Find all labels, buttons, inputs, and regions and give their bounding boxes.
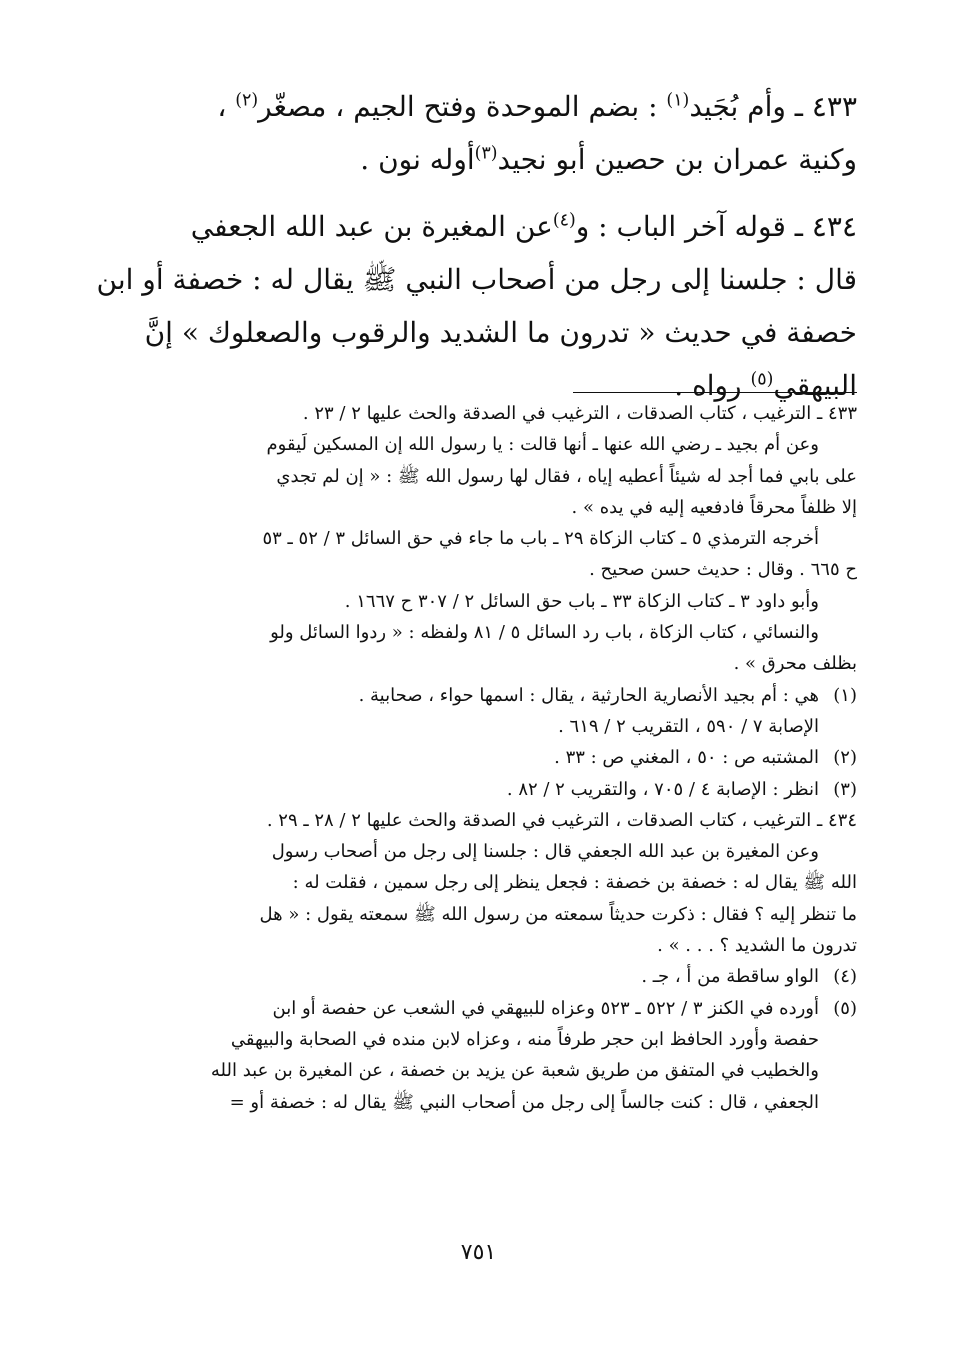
text-run: رواه .	[674, 369, 751, 402]
footnote-line: إلا ظلفاً محرقاً فادفعيه إليه في يده » .	[571, 496, 857, 518]
footnote-line: وعن أم بجيد ـ رضي الله عنها ـ أنها قالت : يا رسول الله إن المسكين لَيقوم	[266, 434, 819, 456]
footnote-4	[97, 961, 857, 992]
footnote-5	[97, 993, 857, 1118]
main-text	[97, 80, 857, 412]
footnote-line: أخرجه الترمذي ٥ ـ كتاب الزكاة ٢٩ ـ باب ما جاء في حق السائل ٣ / ٥٢ ـ ٥٣	[262, 528, 819, 550]
footnote-ref-4[interactable]: (٤)	[552, 210, 576, 231]
footnote-line: هي : أم بجيد الأنصارية الحارثية ، يقال : اسمها حواء ، صحابية .	[358, 684, 819, 706]
footnote-line: ما تنظر إليه ؟ فقال : ذكرت حديثاً سمعته من رسول الله ﷺ سمعته يقول : « هل	[259, 903, 857, 925]
footnote-3	[97, 774, 857, 805]
footnote-2	[97, 742, 857, 773]
paragraph-434-line-1	[97, 200, 857, 253]
footnotes	[97, 398, 857, 1118]
footnote-ref-5[interactable]: (٥)	[750, 369, 774, 390]
footnote-line: على بابي فما أجد له شيئاً أعطيه إياه ، فقال لها رسول الله ﷺ : « إن لم تجدي	[276, 465, 857, 487]
footnote-line: وأبو داود ٣ ـ كتاب الزكاة ٣٣ ـ باب حق السائل ٢ / ٣٠٧ ح ١٦٦٧ .	[344, 590, 819, 612]
footnote-ref-2[interactable]: (٢)	[235, 90, 259, 111]
text-run: : بضم الموحدة وفتح الجيم ، مصغّر	[258, 90, 667, 123]
footnote-line: ٤٣٤ ـ الترغيب ، كتاب الصدقات ، الترغيب في الصدقة والحث عليها ٢ / ٢٨ ـ ٢٩ .	[266, 809, 857, 831]
paragraph-433-line-1	[97, 80, 857, 133]
footnote-line: الجعفي ، قال : كنت جالساً إلى رجل من أصحاب النبي ﷺ يقال له : خصفة أو =	[229, 1091, 819, 1113]
footnote-divider	[573, 392, 857, 393]
footnote-number: (٥)	[833, 997, 857, 1019]
text-run: ،	[217, 90, 236, 123]
footnote-line: حفصة وأورد الحافظ ابن حجر طرفاً منه ، وعزاه لابن منده في الصحابة والبيهقي	[230, 1028, 819, 1050]
footnote-1	[97, 680, 857, 743]
footnote-line: المشتبه ص : ٥٠ ، المغني ص : ٣٣ .	[554, 747, 819, 769]
footnote-number: (٢)	[833, 747, 857, 769]
footnote-line: ح ٦٦٥ . وقال : حديث حسن صحيح .	[589, 559, 857, 581]
footnote-number: (١)	[833, 684, 857, 706]
footnote-line: الله ﷺ يقال له : خصفة بن خصفة : فجعل ينظر إلى رجل سمين ، فقلت له :	[292, 872, 857, 894]
paragraph-433-line-2	[97, 133, 857, 186]
footnote-line: ٤٣٣ ـ الترغيب ، كتاب الصدقات ، الترغيب في الصدقة والحث عليها ٢ / ٢٣ .	[302, 403, 857, 424]
footnote-line: الواو ساقطة من أ ، جـ .	[641, 966, 819, 988]
footnote-line: الإصابة ٧ / ٥٩٠ ، التقريب ٢ / ٦١٩ .	[558, 715, 819, 737]
footnote-line: أورده في الكنز ٣ / ٥٢٢ ـ ٥٢٣ وعزاه للبيهقي في الشعب عن حفصة أو ابن	[272, 997, 819, 1019]
text-run: أوله نون .	[360, 143, 475, 176]
footnote-line: والخطيب في المتفق من طريق شعبة عن يزيد بن خصفة ، عن المغيرة بن عبد الله	[210, 1060, 819, 1082]
footnote-block-434	[97, 805, 857, 961]
footnote-number: (٤)	[833, 966, 857, 988]
footnote-ref-1[interactable]: (١)	[666, 90, 690, 111]
paragraph-434-line-2: قال : جلسنا إلى رجل من أصحاب النبي ﷺ يقال له : خصفة أو ابن	[96, 263, 857, 296]
text-run: ٤٣٣ ـ وأم بُجَيد	[689, 90, 857, 123]
footnote-line: وعن المغيرة بن عبد الله الجعفي قال : جلسنا إلى رجل من أصحاب رسول	[271, 841, 819, 863]
text-run: وكنية عمران بن حصين أبو نجيد	[497, 143, 857, 176]
text-run: عن المغيرة بن عبد الله الجعفي	[190, 210, 553, 243]
paragraph-434-line-3: خصفة في حديث « تدرون ما الشديد والرقوب والصعلوك » إنَّ	[144, 316, 857, 349]
footnote-line: والنسائي ، كتاب الزكاة ، باب رد السائل ٥ / ٨١ ولفظه : « ردوا السائل ولو	[270, 622, 819, 644]
footnote-ref-3[interactable]: (٣)	[474, 143, 498, 164]
footnote-block-433	[97, 398, 857, 680]
footnote-number: (٣)	[833, 778, 857, 800]
page-number: ٧٥١	[460, 1240, 497, 1265]
footnote-line: تدرون ما الشديد ؟ . . . » .	[657, 935, 857, 957]
footnote-line: انظر : الإصابة ٤ / ٧٠٥ ، والتقريب ٢ / ٨٢ .	[506, 778, 819, 800]
text-run: ٤٣٤ ـ قوله آخر الباب : و	[575, 210, 857, 243]
text-run: البيهقي	[773, 369, 857, 402]
footnote-line: بظلف محرق » .	[733, 653, 857, 675]
